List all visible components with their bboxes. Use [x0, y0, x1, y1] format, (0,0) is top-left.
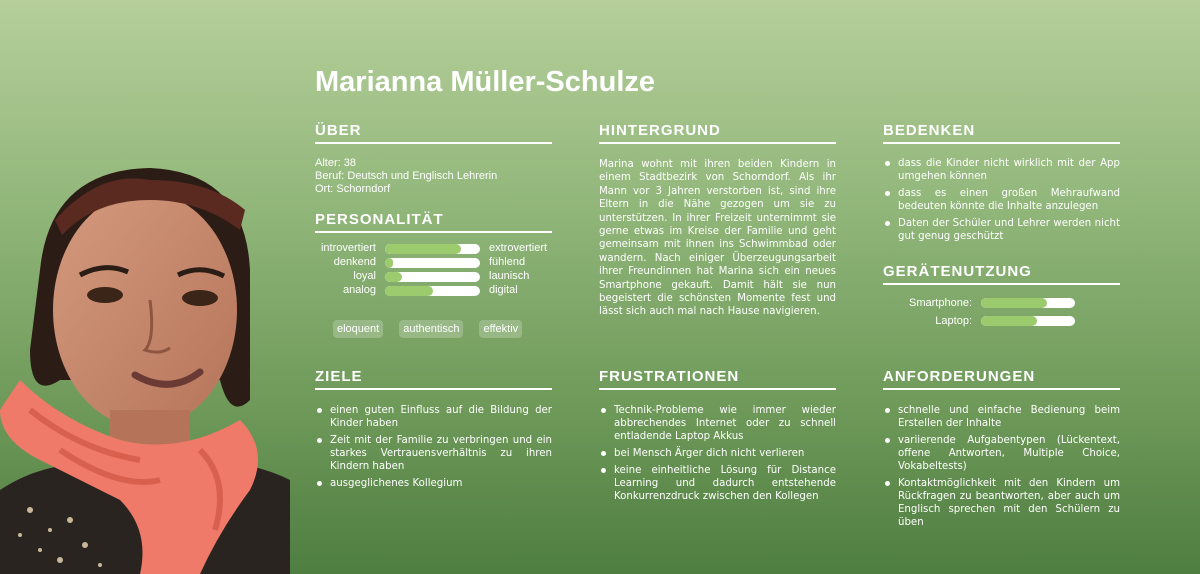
list-item: Kontaktmöglichkeit mit den Kindern um Rückfragen zu beantworten, aber auch um Englisch sprechen mit den Schülern zu üben [883, 477, 1120, 529]
devices-heading: GERÄTENUTZUNG [883, 263, 1120, 285]
slider-right-label: fühlend [489, 256, 526, 268]
device-label: Smartphone: [909, 297, 972, 309]
list-item: variierende Aufgabentypen (Lückentext, offene Antworten, Multiple Choice, Vokabeltests) [883, 434, 1120, 473]
about-age: Alter: 38 [315, 157, 356, 169]
personality-sliders [315, 242, 552, 298]
list-item: Technik-Probleme wie immer wieder abbrechendes Internet oder zu schnell entladende Laptop Akkus [599, 404, 836, 443]
trait-tag: eloquent [333, 320, 383, 338]
personality-tags [333, 320, 522, 338]
about-section [315, 122, 552, 196]
background-section [599, 122, 836, 319]
device-fill [981, 316, 1037, 326]
background-text: Marina wohnt mit ihren beiden Kindern in einem Stadtbezirk von Schorndorf. Als ihr Mann vor 3 Jahren verstorben ist, sind ihre Eltern in die Nähe gezogen um sie zu unterstützen. In ihrer Freizeit unternimmt sie gerne etwas im Kreise der Familie und geht gemeinsam mit ihnen ins Schwimmbad oder wandern. Nach einiger Überzeugungsarbeit ihrer Freundinnen hat Marina sich ein neues Smartphone gekauft. Damit hält sie nun begeistert die schönsten Momente fest und lässt sich auch mal nach Hause navigieren. [599, 159, 836, 318]
slider-left-label: introvertiert [320, 242, 376, 254]
slider-track [385, 272, 480, 282]
slider-track [385, 286, 480, 296]
goals-list [315, 404, 552, 490]
frustrations-section [599, 368, 836, 507]
concerns-heading: BEDENKEN [883, 122, 1120, 144]
background-heading: HINTERGRUND [599, 122, 836, 144]
device-track [981, 298, 1075, 308]
list-item: Zeit mit der Familie zu verbringen und ein starkes Vertrauensverhältnis zu ihren Kindern haben [315, 434, 552, 473]
slider-left-label: analog [342, 284, 376, 296]
personality-section [315, 211, 552, 298]
device-fill [981, 298, 1047, 308]
slider-fill [385, 244, 461, 254]
requirements-list [883, 404, 1120, 529]
device-smartphone [883, 297, 1120, 315]
slider-left-label: denkend [333, 256, 376, 268]
frustrations-list [599, 404, 836, 503]
devices-section [883, 263, 1120, 333]
list-item: schnelle und einfache Bedienung beim Erstellen der Inhalte [883, 404, 1120, 430]
device-track [981, 316, 1075, 326]
concerns-list [883, 157, 1120, 243]
slider-fill [385, 258, 393, 268]
list-item: einen guten Einfluss auf die Bildung der Kinder haben [315, 404, 552, 430]
slider-track [385, 244, 480, 254]
about-heading: ÜBER [315, 122, 552, 144]
slider-right-label: extrovertiert [489, 242, 548, 254]
device-laptop [883, 315, 1120, 333]
about-location: Ort: Schorndorf [315, 183, 391, 195]
device-label: Laptop: [935, 315, 972, 327]
goals-section [315, 368, 552, 494]
personality-heading: PERSONALITÄT [315, 211, 552, 233]
trait-tag: effektiv [479, 320, 522, 338]
about-job: Beruf: Deutsch und Englisch Lehrerin [315, 170, 498, 182]
requirements-heading: ANFORDERUNGEN [883, 368, 1120, 390]
frustrations-heading: FRUSTRATIONEN [599, 368, 836, 390]
requirements-section [883, 368, 1120, 533]
list-item: keine einheitliche Lösung für Distance Learning und dadurch entstehende Konkurrenzdruck zwischen den Kollegen [599, 464, 836, 503]
slider-loyal-moody [315, 270, 552, 284]
slider-thinking-feeling [315, 256, 552, 270]
slider-fill [385, 286, 433, 296]
concerns-section [883, 122, 1120, 247]
slider-analog-digital [315, 284, 552, 298]
list-item: ausgeglichenes Kollegium [315, 477, 552, 490]
slider-track [385, 258, 480, 268]
list-item: dass es einen großen Mehraufwand bedeuten könnte die Inhalte anzulegen [883, 187, 1120, 213]
persona-portrait [0, 150, 290, 574]
slider-introvert-extrovert [315, 242, 552, 256]
persona-name: Marianna Müller-Schulze [315, 66, 656, 98]
slider-right-label: digital [489, 284, 518, 296]
list-item: bei Mensch Ärger dich nicht verlieren [599, 447, 836, 460]
trait-tag: authentisch [399, 320, 463, 338]
goals-heading: ZIELE [315, 368, 552, 390]
slider-left-label: loyal [353, 270, 376, 282]
slider-right-label: launisch [489, 270, 530, 282]
list-item: Daten der Schüler und Lehrer werden nicht gut genug geschützt [883, 217, 1120, 243]
list-item: dass die Kinder nicht wirklich mit der App umgehen können [883, 157, 1120, 183]
slider-fill [385, 272, 402, 282]
